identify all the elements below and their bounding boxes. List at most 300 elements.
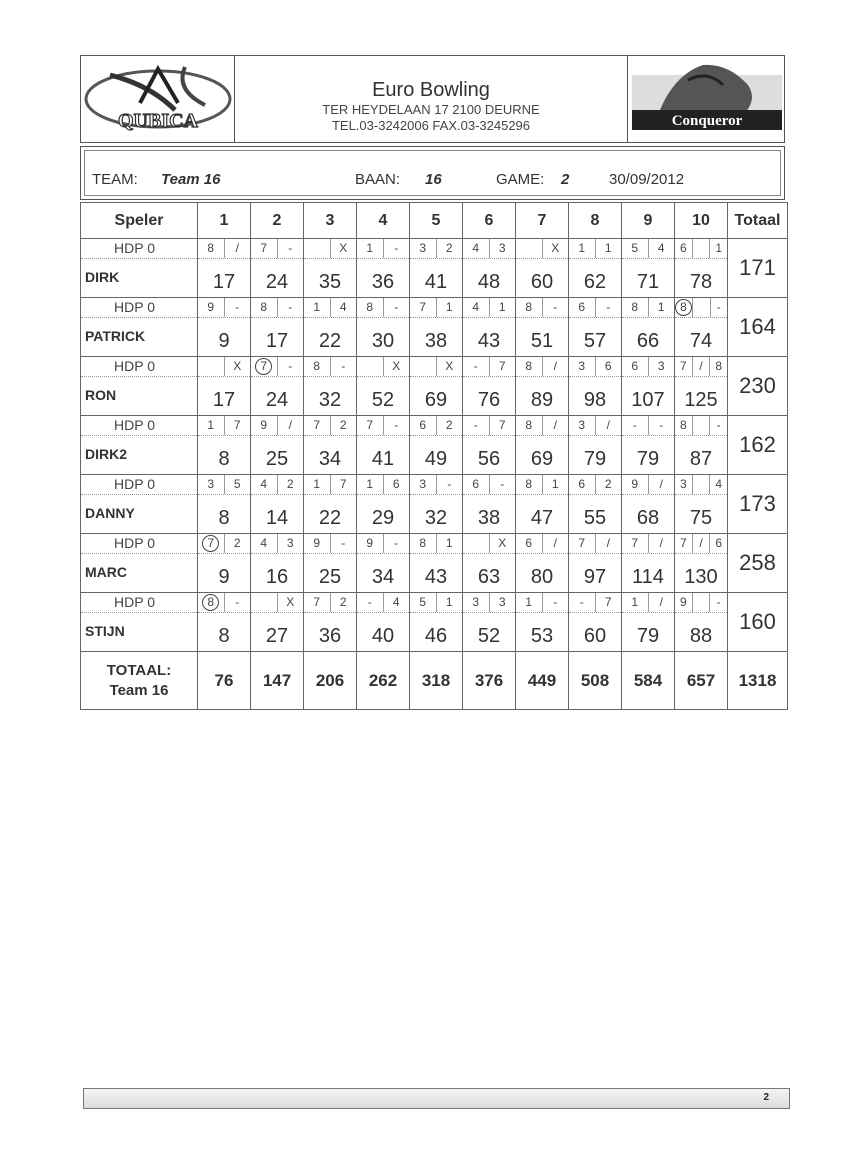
- ball-value: 8: [679, 418, 687, 432]
- frame-balls: [675, 357, 727, 377]
- ball-mark: [463, 298, 489, 317]
- ball-value: /: [553, 418, 557, 432]
- cumulative-score: 38: [424, 330, 448, 352]
- player-cell: [81, 298, 198, 357]
- frame-balls: [675, 416, 727, 436]
- ball-mark: [463, 475, 489, 494]
- cumulative-score: 41: [371, 448, 395, 470]
- team-frame-total: 376: [463, 652, 516, 710]
- ball-value: 7: [313, 595, 321, 609]
- ball-value: 7: [679, 536, 687, 550]
- frame-cell: [357, 298, 410, 357]
- ball-value: 3: [657, 359, 665, 373]
- ball-value: -: [716, 595, 721, 609]
- ball-value: 7: [578, 536, 586, 550]
- frame-balls: [198, 475, 250, 495]
- frame-balls: [569, 534, 621, 554]
- player-name: DIRK: [85, 269, 120, 285]
- ball-mark: [489, 416, 516, 435]
- frame-cell: [675, 593, 728, 652]
- frame-balls: [357, 534, 409, 554]
- ball-value: -: [716, 418, 721, 432]
- frame-cell: [516, 357, 569, 416]
- player-cell: [81, 534, 198, 593]
- player-cell: [81, 475, 198, 534]
- frame-balls: [516, 239, 568, 259]
- frame-cell: [198, 416, 251, 475]
- ball-mark: [304, 534, 330, 553]
- ball-value: 3: [419, 477, 427, 491]
- ball-mark: [330, 239, 357, 258]
- cumulative-score: 25: [265, 448, 289, 470]
- team-frame-total: 508: [569, 652, 622, 710]
- ball-mark: [277, 475, 304, 494]
- ball-value: 9: [679, 595, 687, 609]
- frame-header: 6: [463, 203, 516, 239]
- frame-cell: [198, 475, 251, 534]
- frame-cell: [251, 357, 304, 416]
- cumulative-score: 22: [318, 330, 342, 352]
- frame-cell: [357, 239, 410, 298]
- ball-value: 4: [260, 477, 268, 491]
- ball-value: 4: [472, 241, 480, 255]
- frame-balls: [410, 534, 462, 554]
- ball-value: -: [235, 595, 240, 609]
- ball-mark: [251, 239, 277, 258]
- ball-mark: [648, 239, 675, 258]
- ball-mark: [692, 357, 710, 376]
- game-value: 2: [561, 171, 570, 188]
- player-total: 171: [728, 239, 788, 298]
- ball-value: X: [551, 241, 560, 255]
- ball-value: 8: [525, 477, 533, 491]
- ball-mark: [692, 593, 710, 612]
- frame-cell: [251, 239, 304, 298]
- ball-value: 1: [498, 300, 506, 314]
- ball-mark: [463, 357, 489, 376]
- frame-balls: [463, 357, 515, 377]
- frame-cell: [569, 534, 622, 593]
- ball-mark: [569, 357, 595, 376]
- frame-balls: [304, 593, 356, 613]
- player-name: DIRK2: [85, 446, 128, 462]
- ball-value: 2: [339, 595, 347, 609]
- ball-value: /: [606, 418, 610, 432]
- ball-value: X: [392, 359, 401, 373]
- frame-cell: [410, 416, 463, 475]
- ball-mark: [489, 298, 516, 317]
- ball-mark: [463, 416, 489, 435]
- cumulative-score: 98: [583, 389, 607, 411]
- frame-balls: [516, 357, 568, 377]
- ball-value: /: [235, 241, 239, 255]
- ball-mark: [251, 534, 277, 553]
- ball-mark: [277, 593, 304, 612]
- ball-value: 8: [366, 300, 374, 314]
- ball-value: 3: [472, 595, 480, 609]
- frame-balls: [304, 416, 356, 436]
- ball-value: 6: [631, 359, 639, 373]
- frame-balls: [357, 298, 409, 318]
- alley-address: TER HEYDELAAN 17 2100 DEURNE: [322, 102, 540, 117]
- frame-balls: [675, 593, 727, 613]
- ball-mark: [709, 239, 727, 258]
- ball-mark: [224, 534, 251, 553]
- ball-value: 6: [392, 477, 400, 491]
- ball-value: -: [553, 595, 558, 609]
- ball-mark: [277, 416, 304, 435]
- ball-value: -: [288, 300, 293, 314]
- ball-value: 8: [207, 241, 215, 255]
- ball-mark: [436, 239, 463, 258]
- ball-value: 1: [366, 477, 374, 491]
- ball-mark: [357, 239, 383, 258]
- frame-balls: [304, 357, 356, 377]
- ball-mark: [410, 357, 436, 376]
- ball-mark: [542, 298, 569, 317]
- player-cell: [81, 593, 198, 652]
- frame-balls: [516, 534, 568, 554]
- frame-header: 3: [304, 203, 357, 239]
- frame-balls: [463, 416, 515, 436]
- frame-balls: [516, 593, 568, 613]
- ball-mark: [595, 416, 622, 435]
- ball-value: 1: [445, 595, 453, 609]
- frame-cell: [622, 534, 675, 593]
- ball-mark: [622, 416, 648, 435]
- frame-balls: [410, 239, 462, 259]
- ball-mark: [489, 357, 516, 376]
- ball-value: -: [659, 418, 664, 432]
- frame-cell: [357, 593, 410, 652]
- frame-cell: [357, 357, 410, 416]
- score-table: [80, 202, 788, 710]
- frame-cell: [251, 416, 304, 475]
- ball-value: 8: [260, 300, 268, 314]
- cumulative-score: 46: [424, 625, 448, 647]
- ball-value: /: [288, 418, 292, 432]
- ball-value: 7: [260, 241, 268, 255]
- cumulative-score: 47: [530, 507, 554, 529]
- player-name: RON: [85, 387, 117, 403]
- ball-mark: [622, 357, 648, 376]
- ball-mark: [224, 475, 251, 494]
- ball-value: 1: [578, 241, 586, 255]
- ball-value: 8: [715, 359, 723, 373]
- frame-cell: [463, 475, 516, 534]
- ball-mark: [709, 357, 727, 376]
- cumulative-score: 24: [265, 271, 289, 293]
- ball-mark: [516, 298, 542, 317]
- ball-value: -: [579, 595, 584, 609]
- ball-mark: [198, 239, 224, 258]
- ball-value: 4: [657, 241, 665, 255]
- cumulative-score: 40: [371, 625, 395, 647]
- ball-mark: [277, 357, 304, 376]
- ball-value: 1: [604, 241, 612, 255]
- frame-balls: [198, 239, 250, 259]
- frame-balls: [357, 475, 409, 495]
- ball-mark: [224, 593, 251, 612]
- player-total: 162: [728, 416, 788, 475]
- ball-value: 4: [715, 477, 723, 491]
- frame-cell: [304, 416, 357, 475]
- frame-cell: [304, 239, 357, 298]
- frame-balls: [410, 298, 462, 318]
- frame-cell: [463, 593, 516, 652]
- frame-cell: [516, 416, 569, 475]
- team-frame-total: 657: [675, 652, 728, 710]
- ball-mark: [595, 357, 622, 376]
- ball-mark: [304, 298, 330, 317]
- handicap-label: HDP 0: [81, 475, 197, 495]
- team-frame-total: 318: [410, 652, 463, 710]
- split-ball-mark: [251, 357, 277, 376]
- frame-cell: [357, 416, 410, 475]
- frame-cell: [410, 298, 463, 357]
- ball-value: -: [606, 300, 611, 314]
- ball-value: X: [498, 536, 507, 550]
- cumulative-score: 17: [265, 330, 289, 352]
- frame-balls: [463, 298, 515, 318]
- frame-balls: [622, 239, 674, 259]
- cumulative-score: 9: [218, 330, 230, 352]
- ball-value: 2: [233, 536, 241, 550]
- ball-mark: [410, 416, 436, 435]
- ball-mark: [410, 475, 436, 494]
- frame-cell: [569, 593, 622, 652]
- ball-mark: [198, 475, 224, 494]
- player-cell: [81, 357, 198, 416]
- ball-value: 1: [207, 418, 215, 432]
- alley-name: Euro Bowling: [372, 79, 490, 101]
- ball-mark: [251, 298, 277, 317]
- frame-balls: [622, 475, 674, 495]
- ball-value: 1: [525, 595, 533, 609]
- ball-value: /: [659, 595, 663, 609]
- frame-balls: [569, 357, 621, 377]
- ball-value: -: [394, 536, 399, 550]
- ball-mark: [304, 475, 330, 494]
- ball-value: 6: [715, 536, 723, 550]
- frame-cell: [622, 298, 675, 357]
- ball-mark: [675, 593, 692, 612]
- ball-mark: [622, 475, 648, 494]
- ball-mark: [330, 298, 357, 317]
- frame-balls: [357, 416, 409, 436]
- frame-cell: [251, 298, 304, 357]
- ball-value: 4: [339, 300, 347, 314]
- ball-value: 6: [679, 241, 687, 255]
- ball-mark: [410, 298, 436, 317]
- cumulative-score: 125: [684, 389, 718, 411]
- frame-cell: [569, 416, 622, 475]
- ball-mark: [569, 593, 595, 612]
- frame-header: 7: [516, 203, 569, 239]
- ball-mark: [542, 534, 569, 553]
- ball-value: 4: [472, 300, 480, 314]
- ball-mark: [198, 298, 224, 317]
- ball-mark: [357, 357, 383, 376]
- frame-cell: [622, 357, 675, 416]
- frame-cell: [304, 534, 357, 593]
- ball-mark: [709, 534, 727, 553]
- player-row: [81, 416, 788, 475]
- ball-mark: [516, 593, 542, 612]
- ball-mark: [709, 475, 727, 494]
- frame-cell: [569, 357, 622, 416]
- conqueror-logo-text: Conqueror: [671, 113, 743, 129]
- frame-cell: [675, 357, 728, 416]
- ball-value: 3: [207, 477, 215, 491]
- ball-mark: [251, 593, 277, 612]
- ball-mark: [436, 416, 463, 435]
- ball-mark: [622, 298, 648, 317]
- frame-balls: [357, 357, 409, 377]
- ball-mark: [675, 534, 692, 553]
- ball-mark: [436, 534, 463, 553]
- frame-balls: [198, 593, 250, 613]
- player-total: 160: [728, 593, 788, 652]
- ball-value: -: [473, 359, 478, 373]
- ball-value: -: [367, 595, 372, 609]
- cumulative-score: 8: [218, 507, 230, 529]
- alley-phone: TEL.03-3242006 FAX.03-3245296: [331, 118, 531, 133]
- ball-mark: [251, 475, 277, 494]
- ball-mark: [595, 534, 622, 553]
- cumulative-score: 75: [689, 507, 713, 529]
- cumulative-score: 69: [424, 389, 448, 411]
- ball-mark: [516, 416, 542, 435]
- ball-mark: [692, 534, 710, 553]
- ball-mark: [357, 534, 383, 553]
- ball-value: 8: [202, 594, 219, 611]
- ball-mark: [692, 416, 710, 435]
- player-row: [81, 357, 788, 416]
- qubica-logo-icon: [80, 55, 235, 143]
- ball-value: -: [341, 536, 346, 550]
- cumulative-score: 130: [684, 566, 718, 588]
- team-frame-total: 262: [357, 652, 410, 710]
- frame-balls: [569, 239, 621, 259]
- ball-mark: [648, 298, 675, 317]
- cumulative-score: 35: [318, 271, 342, 293]
- ball-mark: [542, 593, 569, 612]
- ball-value: 2: [604, 477, 612, 491]
- ball-value: 3: [286, 536, 294, 550]
- cumulative-score: 8: [218, 448, 230, 470]
- ball-mark: [709, 593, 727, 612]
- ball-mark: [304, 239, 330, 258]
- frame-cell: [675, 534, 728, 593]
- cumulative-score: 114: [632, 566, 664, 588]
- ball-value: 3: [419, 241, 427, 255]
- ball-value: 9: [366, 536, 374, 550]
- team-frame-total: 147: [251, 652, 304, 710]
- ball-mark: [569, 298, 595, 317]
- ball-value: 3: [498, 595, 506, 609]
- cumulative-score: 48: [477, 271, 501, 293]
- ball-mark: [622, 239, 648, 258]
- ball-mark: [516, 357, 542, 376]
- ball-value: 1: [657, 300, 665, 314]
- ball-mark: [516, 239, 542, 258]
- ball-value: 3: [679, 477, 687, 491]
- ball-mark: [198, 416, 224, 435]
- frame-cell: [304, 357, 357, 416]
- ball-mark: [692, 239, 710, 258]
- cumulative-score: 79: [636, 625, 660, 647]
- frame-balls: [251, 416, 303, 436]
- ball-value: 1: [445, 536, 453, 550]
- ball-mark: [330, 357, 357, 376]
- frame-cell: [251, 534, 304, 593]
- cumulative-score: 43: [424, 566, 448, 588]
- ball-mark: [383, 593, 410, 612]
- cumulative-score: 63: [477, 566, 501, 588]
- team-total-label-cell: [81, 652, 198, 710]
- ball-value: X: [339, 241, 348, 255]
- ball-value: 1: [313, 300, 321, 314]
- cumulative-score: 88: [689, 625, 713, 647]
- conqueror-logo-icon: [628, 55, 786, 143]
- cumulative-score: 74: [689, 330, 713, 352]
- frame-cell: [410, 239, 463, 298]
- ball-mark: [224, 239, 251, 258]
- frame-balls: [675, 239, 727, 259]
- cumulative-score: 60: [583, 625, 607, 647]
- ball-mark: [383, 534, 410, 553]
- ball-mark: [542, 475, 569, 494]
- frame-balls: [304, 534, 356, 554]
- cumulative-score: 89: [530, 389, 554, 411]
- frame-balls: [410, 593, 462, 613]
- ball-mark: [330, 475, 357, 494]
- ball-mark: [224, 357, 251, 376]
- frame-balls: [569, 416, 621, 436]
- ball-value: 3: [578, 359, 586, 373]
- team-total-row: [81, 652, 788, 710]
- cumulative-score: 32: [424, 507, 448, 529]
- ball-value: 1: [551, 477, 559, 491]
- frame-balls: [675, 298, 727, 318]
- qubica-logo: [80, 55, 235, 143]
- player-name: DANNY: [85, 505, 135, 521]
- frame-balls: [463, 534, 515, 554]
- ball-mark: [463, 239, 489, 258]
- handicap-label: HDP 0: [81, 298, 197, 318]
- ball-mark: [304, 593, 330, 612]
- ball-value: X: [445, 359, 454, 373]
- ball-mark: [569, 475, 595, 494]
- frame-balls: [622, 416, 674, 436]
- player-row: [81, 534, 788, 593]
- frame-balls: [463, 593, 515, 613]
- ball-mark: [357, 593, 383, 612]
- frame-cell: [569, 298, 622, 357]
- ball-value: 8: [525, 418, 533, 432]
- ball-mark: [489, 593, 516, 612]
- player-name: MARC: [85, 564, 127, 580]
- player-name: STIJN: [85, 623, 125, 639]
- frame-balls: [516, 298, 568, 318]
- cumulative-score: 43: [477, 330, 501, 352]
- cumulative-score: 34: [371, 566, 395, 588]
- frame-cell: [516, 593, 569, 652]
- ball-value: 5: [419, 595, 427, 609]
- ball-value: 1: [445, 300, 453, 314]
- frame-cell: [516, 475, 569, 534]
